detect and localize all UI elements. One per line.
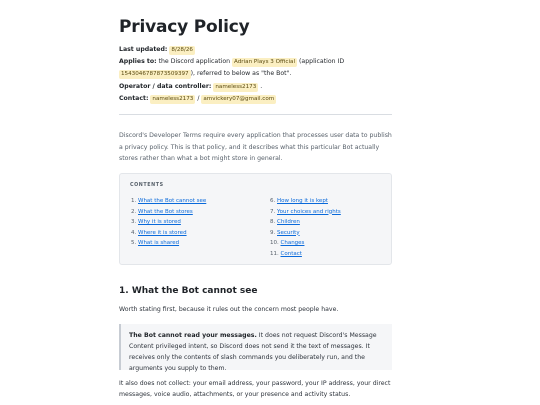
last-updated-value: 8/28/26 [171, 47, 193, 53]
toc-item [131, 196, 206, 207]
toc-link-security[interactable]: Security [277, 229, 300, 236]
toc-number: 3. [131, 219, 137, 225]
toc-number: 1. [131, 198, 137, 204]
operator-badge: nameless2173 [215, 83, 257, 90]
toc-number: 8. [270, 219, 276, 225]
section-paragraph: It also does not collect: your email address, your password, your IP address, your direct messages, voice audio, attachments, or your presence and activity status. [119, 380, 391, 398]
applies-to-mid: (application ID [299, 58, 345, 66]
toc-number: 10. [270, 240, 279, 246]
toc-number: 9. [270, 229, 276, 236]
toc-item [270, 249, 341, 260]
section-lead: Worth stating first, because it rules out the concern most people have. [119, 306, 339, 313]
toc-item [131, 238, 206, 249]
operator-label: Operator / data controller: [119, 82, 212, 90]
table-of-contents [119, 173, 392, 265]
toc-column-left [131, 196, 206, 249]
operator-post: . [260, 82, 263, 90]
callout-box [119, 324, 392, 370]
last-updated-line [119, 44, 419, 56]
toc-item [131, 207, 206, 218]
contact-line [119, 93, 419, 105]
intro-paragraph: Discord's Developer Terms require every application that processes user data to publish a privacy policy. This is that policy, and it describes what this particular Bot actually stores rather than what a bot might store in general. [119, 132, 392, 163]
contact-user-badge: nameless2173 [152, 95, 194, 102]
toc-link-children[interactable]: Children [277, 219, 300, 225]
toc-number: 7. [270, 208, 276, 215]
toc-title: CONTENTS [130, 183, 164, 188]
toc-link-changes[interactable]: Changes [280, 240, 305, 246]
toc-item [270, 238, 341, 249]
toc-link-contact[interactable]: Contact [280, 250, 302, 257]
app-name-badge: Adrian Plays 3 Official [234, 59, 296, 66]
applies-to-line [119, 56, 419, 68]
toc-item [131, 217, 206, 228]
applies-to-label: Applies to: [119, 58, 157, 66]
app-id-line [119, 68, 419, 80]
operator-line [119, 81, 419, 93]
toc-number: 5. [131, 240, 137, 246]
app-id-badge: 1543046787873509397 [121, 71, 189, 78]
toc-item [131, 228, 206, 239]
toc-link-where-it-is-stored[interactable]: Where it is stored [138, 229, 187, 236]
toc-link-how-long-kept[interactable]: How long it is kept [277, 198, 328, 204]
toc-item [270, 217, 341, 228]
applies-to-post: ), referred to below as "the Bot". [190, 70, 292, 78]
toc-link-choices-rights[interactable]: Your choices and rights [277, 208, 341, 215]
toc-column-right [270, 196, 341, 259]
applies-to-text: the Discord application [158, 58, 231, 66]
toc-link-what-is-shared[interactable]: What is shared [138, 240, 180, 246]
toc-number: 2. [131, 208, 137, 215]
divider [119, 114, 392, 115]
callout-bold: The Bot cannot read your messages. [129, 332, 257, 339]
toc-item [270, 228, 341, 239]
section-heading: 1. What the Bot cannot see [119, 286, 258, 296]
toc-number: 11. [270, 250, 279, 257]
contact-separator: / [197, 94, 200, 102]
toc-number: 4. [131, 229, 137, 236]
policy-meta [119, 44, 419, 105]
toc-link-what-bot-cannot-see[interactable]: What the Bot cannot see [138, 198, 207, 204]
callout-text: It does not request Discord's Message Content privileged intent, so Discord does not send it the text of messages. It receives only the contents of slash commands you deliberately run, and the arguments you supply to them. [129, 332, 377, 372]
toc-item [270, 196, 341, 207]
contact-label: Contact: [119, 94, 149, 102]
toc-link-why-it-is-stored[interactable]: Why it is stored [138, 219, 181, 225]
last-updated-label: Last updated: [119, 46, 168, 53]
toc-number: 6. [270, 198, 276, 204]
toc-link-what-bot-stores[interactable]: What the Bot stores [138, 208, 193, 215]
toc-item [270, 207, 341, 218]
contact-email-badge[interactable]: amvickery07@gmail.com [203, 95, 275, 102]
page-title: Privacy Policy [119, 17, 250, 37]
